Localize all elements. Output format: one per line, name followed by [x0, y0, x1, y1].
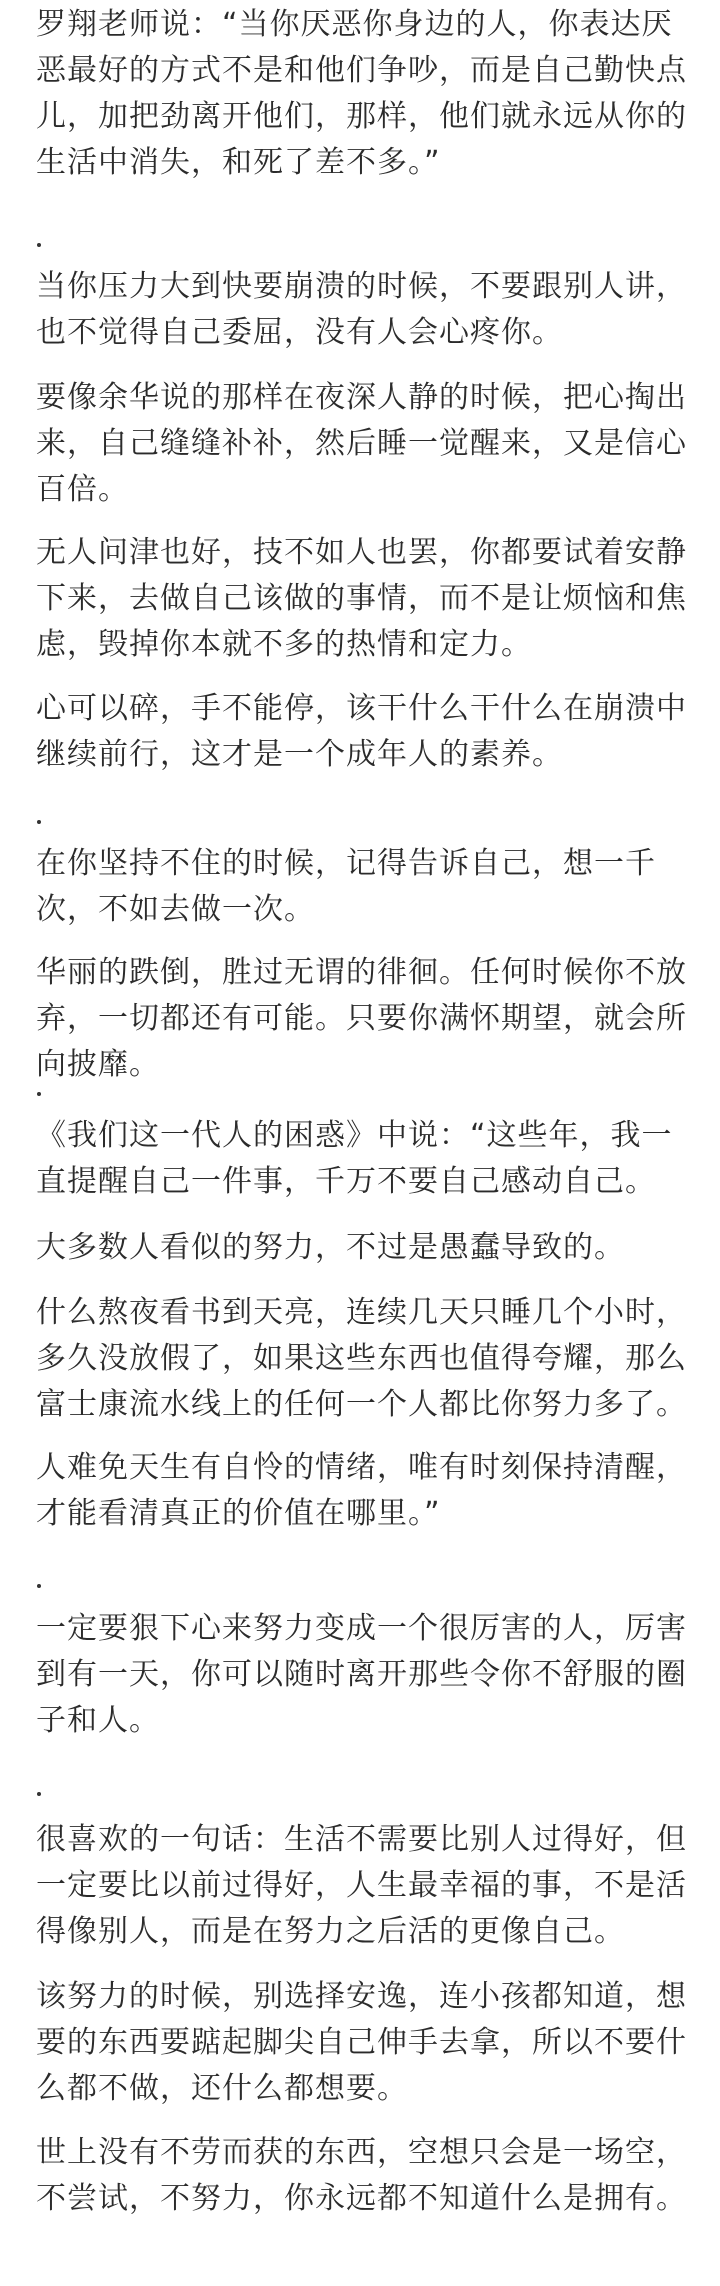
paragraph-5: 心可以碎，手不能停，该干什么干什么在崩溃中 继续前行，这才是一个成年人的素养。 — [36, 691, 687, 772]
separator-dot-3 — [37, 1092, 41, 1096]
paragraph-9: 大多数人看似的努力，不过是愚蠢导致的。 — [36, 1230, 625, 1265]
paragraph-3: 要像余华说的那样在夜深人静的时候，把心掏出 来，自己缝缝补补，然后睡一觉醒来，又是信心 百倍。 — [36, 380, 687, 507]
paragraph-4: 无人问津也好，技不如人也罢，你都要试着安静 下来，去做自己该做的事情，而不是让烦恼和焦 虑，毁掉你本就不多的热情和定力。 — [36, 535, 687, 662]
paragraph-12: 一定要狠下心来努力变成一个很厉害的人，厉害 到有一天，你可以随时离开那些令你不舒服的圈 子和人。 — [36, 1611, 687, 1738]
paragraph-2: 当你压力大到快要崩溃的时候，不要跟别人讲， 也不觉得自己委屈，没有人会心疼你。 — [36, 269, 687, 350]
paragraph-15: 世上没有不劳而获的东西，空想只会是一场空， 不尝试，不努力，你永远都不知道什么是拥有。 — [36, 2135, 687, 2216]
paragraph-7: 华丽的跌倒，胜过无谓的徘徊。任何时候你不放 弃，一切都还有可能。只要你满怀期望，就会所 向披靡。 — [36, 955, 687, 1082]
paragraph-13: 很喜欢的一句话：生活不需要比别人过得好，但 一定要比以前过得好，人生最幸福的事，不是活 得像别人，而是在努力之后活的更像自己。 — [36, 1822, 687, 1949]
separator-dot-2 — [37, 820, 41, 824]
separator-dot-4 — [37, 1584, 41, 1588]
separator-dot-5 — [37, 1792, 41, 1796]
paragraph-10: 什么熬夜看书到天亮，连续几天只睡几个小时， 多久没放假了，如果这些东西也值得夸耀，那么 富士康流水线上的任何一个人都比你努力多了。 — [36, 1295, 687, 1422]
separator-dot-1 — [37, 243, 41, 247]
paragraph-6: 在你坚持不住的时候，记得告诉自己，想一千 次，不如去做一次。 — [36, 846, 656, 927]
paragraph-14: 该努力的时候，别选择安逸，连小孩都知道，想 要的东西要踮起脚尖自己伸手去拿，所以不要什 么都不做，还什么都想要。 — [36, 1979, 687, 2106]
paragraph-8: 《我们这一代人的困惑》中说：“这些年，我一 直提醒自己一件事，千万不要自己感动自己。 — [36, 1118, 673, 1199]
paragraph-1: 罗翔老师说：“当你厌恶你身边的人，你表达厌 恶最好的方式不是和他们争吵，而是自己勤快点 儿，加把劲离开他们，那样，他们就永远从你的 生活中消失，和死了差不多。” — [36, 7, 687, 180]
paragraph-11: 人难免天生有自怜的情绪，唯有时刻保持清醒， 才能看清真正的价值在哪里。” — [36, 1450, 687, 1531]
